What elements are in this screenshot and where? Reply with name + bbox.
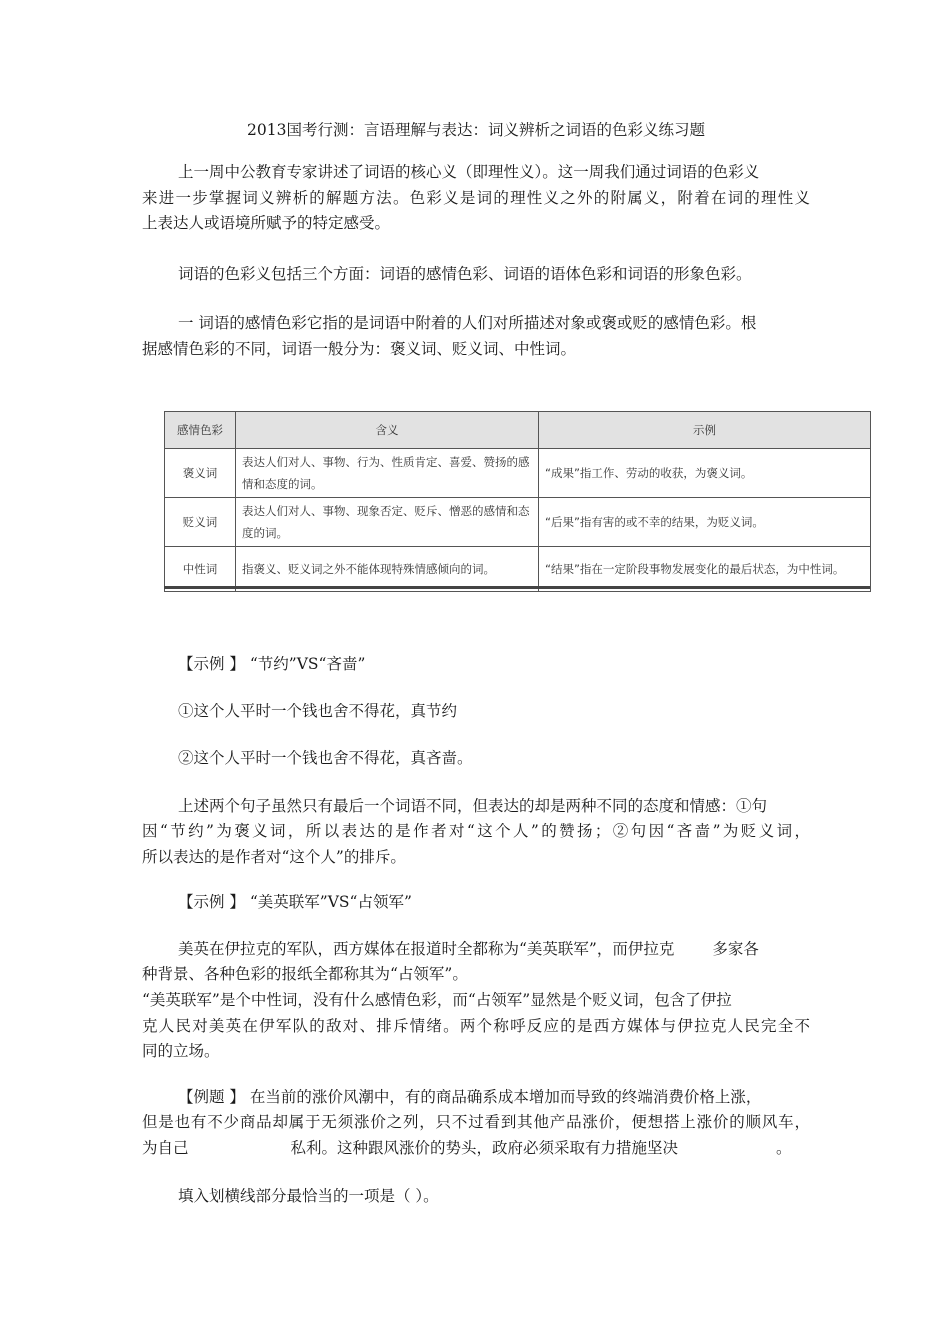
table-header-cell: 含义 (236, 412, 539, 449)
example2-line-3: “美英联军”是个中性词，没有什么感情色彩，而“占领军”显然是个贬义词，包含了伊拉 (142, 991, 732, 1009)
example1-explanation-line-3: 所以表达的是作者对“这个人”的排斥。 (142, 848, 406, 866)
question-line-3: 为自己 私利。这种跟风涨价的势头，政府必须采取有力措施坚决 。 (142, 1139, 792, 1157)
table-cell-example: “结果”指在一定阶段事物发展变化的最后状态，为中性词。 (539, 547, 871, 592)
table-header-cell: 示例 (539, 412, 871, 449)
example2-line-2: 种背景、各种色彩的报纸全都称其为“占领军”。 (142, 965, 468, 983)
page-title: 2013国考行测：言语理解与表达：词义辨析之词语的色彩义练习题 (247, 121, 705, 139)
table-row (165, 449, 871, 498)
table-cell-meaning: 表达人们对人、事物、现象否定、贬斥、憎恶的感情和态度的词。 (236, 498, 539, 547)
emotion-color-table (164, 411, 871, 592)
intro-line-2: 来进一步掌握词义辨析的解题方法。色彩义是词的理性义之外的附属义，附着在词的理性义 (142, 189, 810, 207)
table-row (165, 547, 871, 592)
example1-heading: 【示例 】 “节约”VS“吝啬” (178, 655, 366, 673)
table-header-row (165, 412, 871, 449)
section1-line-2: 据感情色彩的不同，词语一般分为：褒义词、贬义词、中性词。 (142, 340, 577, 358)
example2-line-5: 同的立场。 (142, 1042, 220, 1060)
intro-line-3: 上表达人或语境所赋予的特定感受。 (142, 214, 391, 232)
example1-sentence-2: ②这个人平时一个钱也舍不得花，真吝啬。 (178, 749, 473, 767)
example2-line-4: 克人民对美英在伊军队的敌对、排斥情绪。两个称呼反应的是西方媒体与伊拉克人民完全不 (142, 1017, 810, 1035)
question-prompt: 填入划横线部分最恰当的一项是（ ）。 (178, 1187, 439, 1205)
table-cell-type: 中性词 (165, 547, 236, 592)
section1-line-1: 一 词语的感情色彩它指的是词语中附着的人们对所描述对象或褒或贬的感情色彩。根 (178, 314, 757, 332)
question-line-2: 但是也有不少商品却属于无须涨价之列，只不过看到其他产品涨价，便想搭上涨价的顺风车， (142, 1113, 810, 1131)
table-cell-type: 褒义词 (165, 449, 236, 498)
example1-explanation-line-2: 因“节约”为褒义词，所以表达的是作者对“这个人”的赞扬；②句因“吝啬”为贬义词， (142, 822, 810, 840)
table-row (165, 498, 871, 547)
example2-line-1: 美英在伊拉克的军队，西方媒体在报道时全都称为“美英联军”，而伊拉克 多家各 (178, 940, 759, 958)
table-cell-type: 贬义词 (165, 498, 236, 547)
intro-line-1: 上一周中公教育专家讲述了词语的核心义（即理性义）。这一周我们通过词语的色彩义 (178, 163, 760, 181)
example2-heading: 【示例 】 “美英联军”VS“占领军” (178, 893, 412, 911)
aspects-paragraph: 词语的色彩义包括三个方面：词语的感情色彩、词语的语体色彩和词语的形象色彩。 (178, 265, 752, 283)
table-cell-meaning: 指褒义、贬义词之外不能体现特殊情感倾向的词。 (236, 547, 539, 592)
table-header-cell: 感情色彩 (165, 412, 236, 449)
table-cell-example: “成果”指工作、劳动的收获，为褒义词。 (539, 449, 871, 498)
table-bottom-rule (164, 586, 870, 589)
question-line-1: 【例题 】 在当前的涨价风潮中，有的商品确系成本增加而导致的终端消费价格上涨， (178, 1088, 762, 1106)
example1-sentence-1: ①这个人平时一个钱也舍不得花，真节约 (178, 702, 458, 720)
example1-explanation-line-1: 上述两个句子虽然只有最后一个词语不同，但表达的却是两种不同的态度和情感：①句 (178, 797, 768, 815)
table-cell-example: “后果”指有害的或不幸的结果，为贬义词。 (539, 498, 871, 547)
table-cell-meaning: 表达人们对人、事物、行为、性质肯定、喜爱、赞扬的感情和态度的词。 (236, 449, 539, 498)
